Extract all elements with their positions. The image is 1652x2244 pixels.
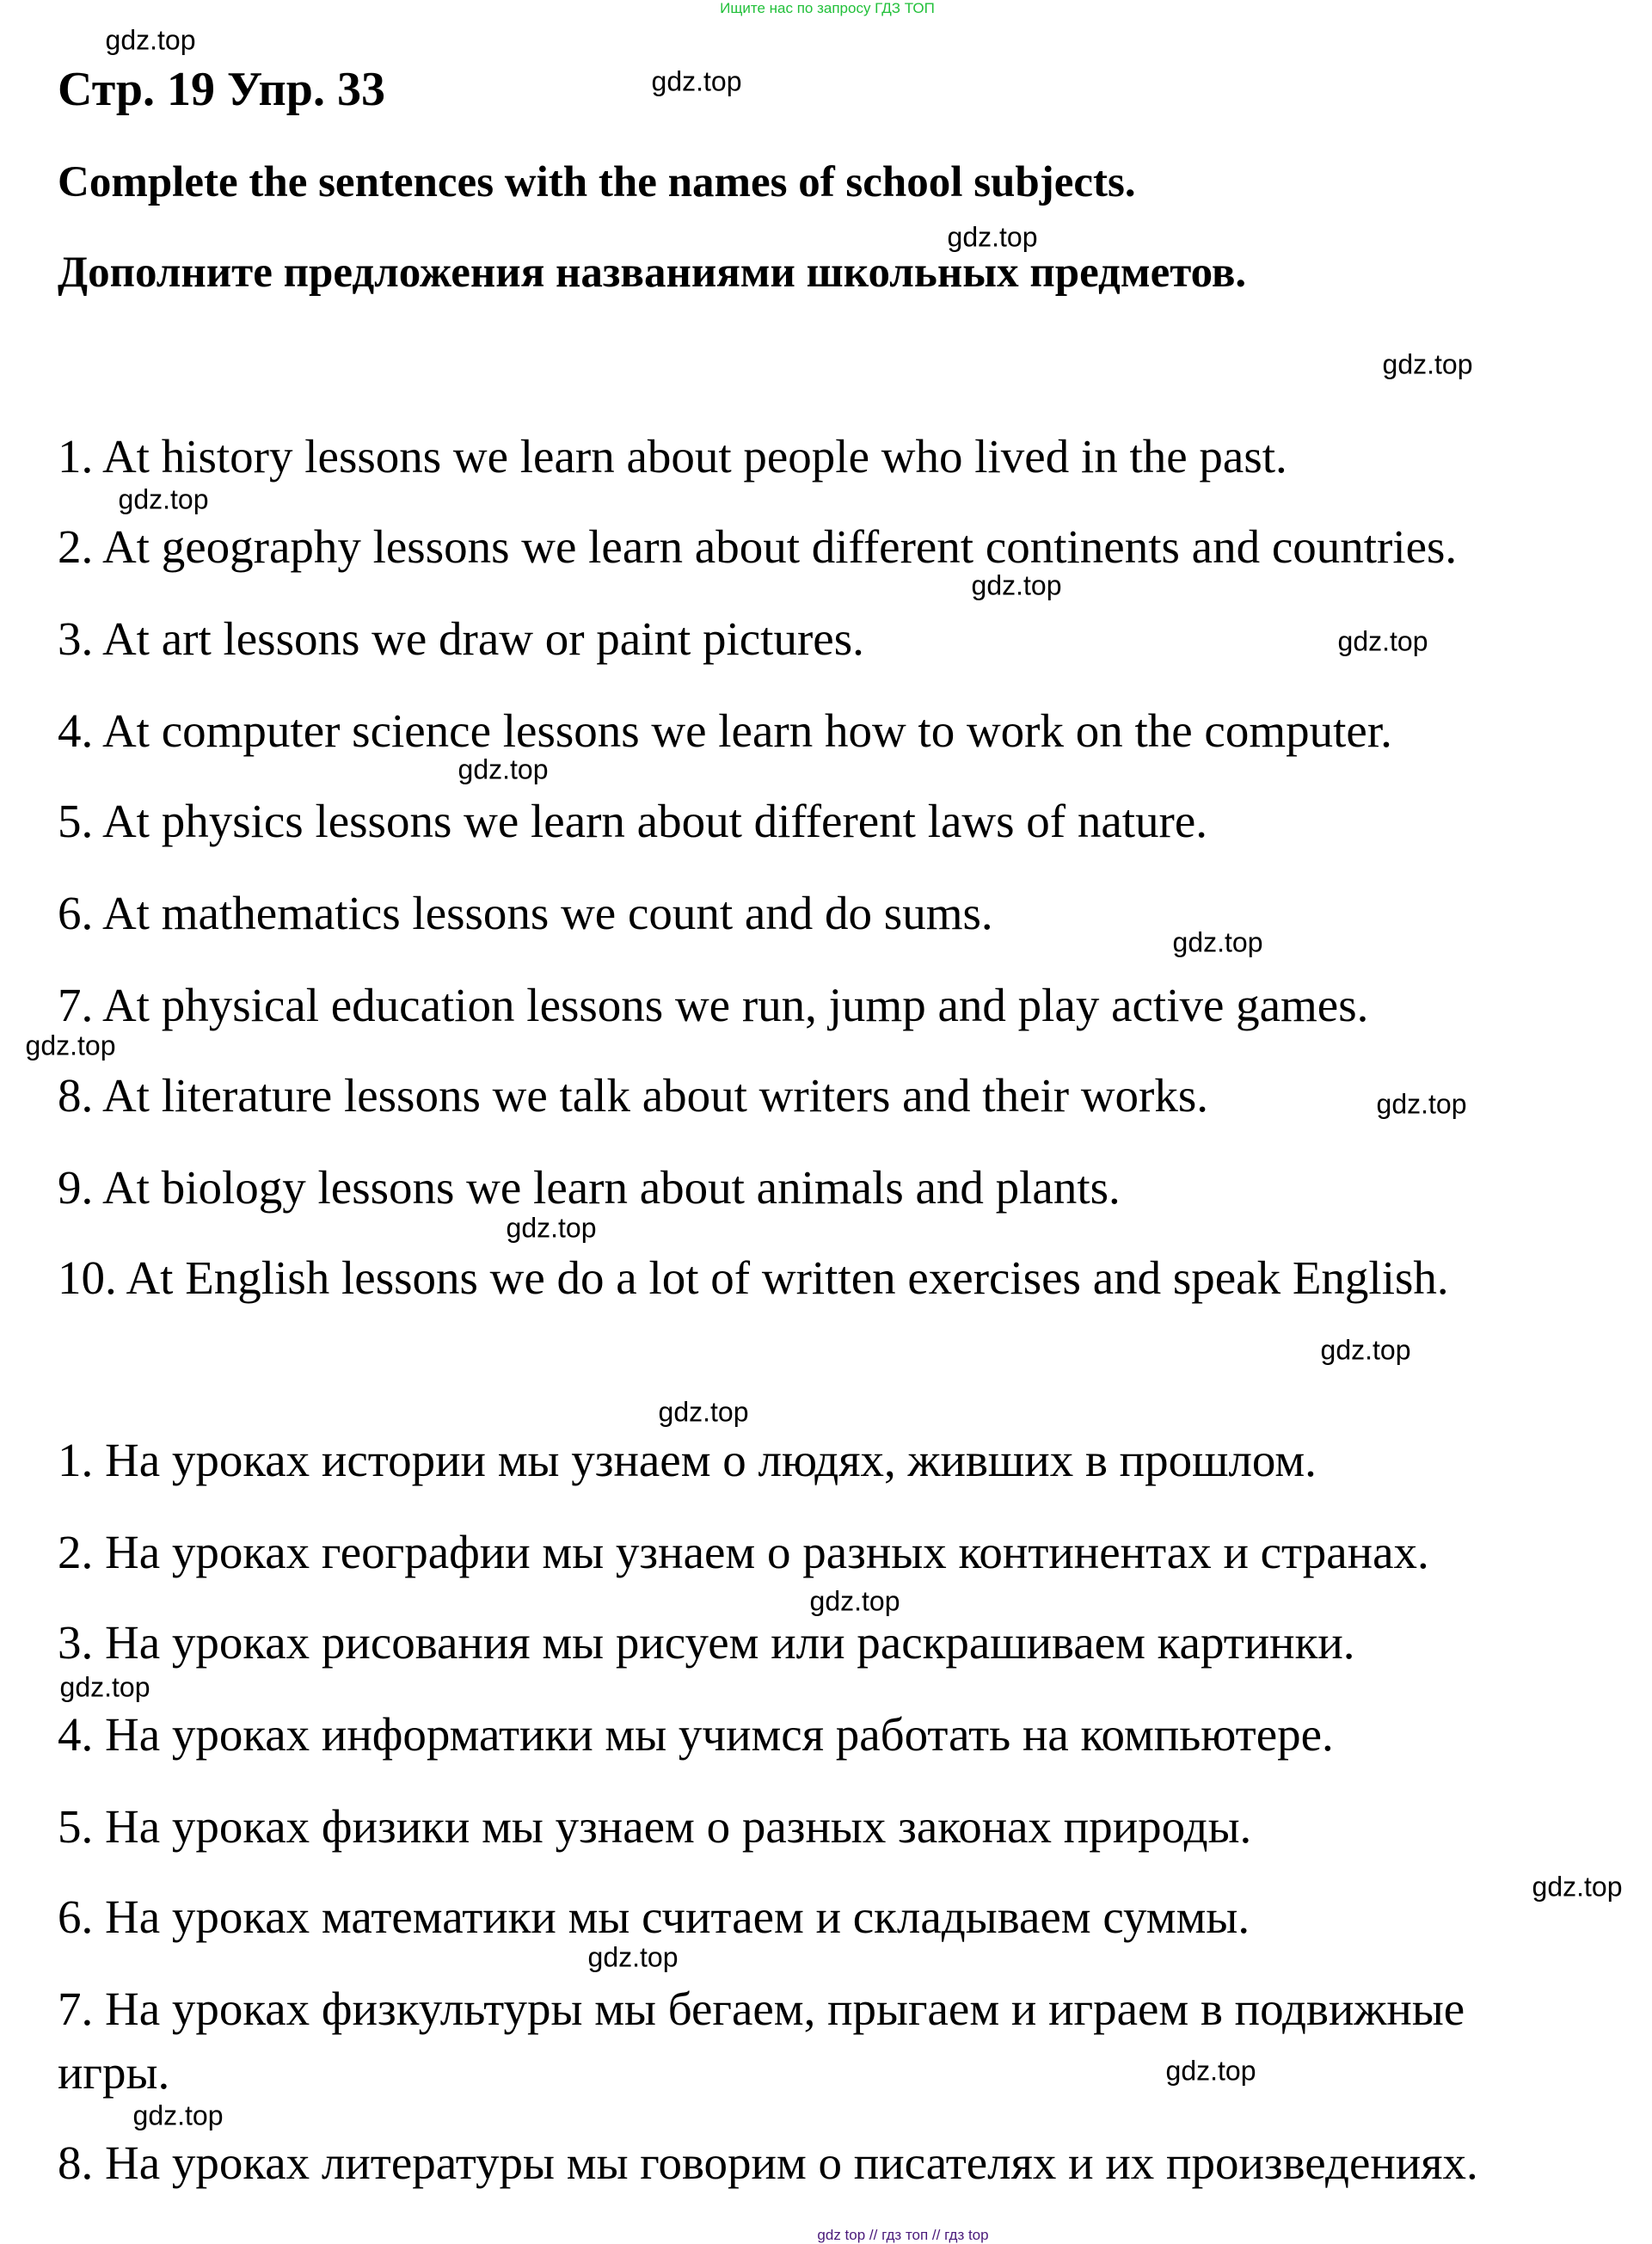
answer-en: 10. At English lessons we do a lot of written exercises and speak English.	[58, 1251, 1449, 1304]
answer-ru: 1. На уроках истории мы узнаем о людях, живших в прошлом.	[58, 1433, 1317, 1486]
task-russian: Дополните предложения названиями школьных предметов.	[58, 248, 1247, 297]
answer-en: 2. At geography lessons we learn about different continents and countries.	[58, 520, 1458, 573]
watermark: gdz.top	[1376, 1088, 1467, 1120]
watermark: gdz.top	[1532, 1871, 1623, 1903]
watermark: gdz.top	[971, 569, 1062, 601]
watermark: gdz.top	[105, 24, 196, 56]
watermark: gdz.top	[1337, 625, 1428, 657]
watermark: gdz.top	[651, 65, 742, 97]
answer-ru: 5. На уроках физики мы узнаем о разных законах природы.	[58, 1799, 1252, 1853]
watermark: gdz.top	[1320, 1334, 1411, 1366]
watermark: gdz.top	[458, 753, 549, 785]
answer-ru: 2. На уроках географии мы узнаем о разных континентах и странах.	[58, 1525, 1429, 1578]
answer-ru: 6. На уроках математики мы считаем и складываем суммы.	[58, 1890, 1250, 1943]
watermark: gdz.top	[587, 1941, 679, 1973]
footer-links: gdz top // гдз топ // гдз top	[817, 2227, 989, 2243]
answer-ru: 7. На уроках физкультуры мы бегаем, прыгаем и играем в подвижные	[58, 1982, 1465, 2035]
answer-en: 7. At physical education lessons we run, jump and play active games.	[58, 978, 1369, 1031]
watermark: gdz.top	[1165, 2055, 1256, 2087]
answer-ru: 8. На уроках литературы мы говорим о писателях и их произведениях.	[58, 2136, 1478, 2189]
task-english: Complete the sentences with the names of school subjects.	[58, 157, 1136, 206]
answer-en: 6. At mathematics lessons we count and do sums.	[58, 886, 993, 939]
answer-ru: 3. На уроках рисования мы рисуем или раскрашиваем картинки.	[58, 1615, 1355, 1669]
watermark: gdz.top	[118, 483, 209, 515]
watermark: gdz.top	[1382, 348, 1473, 380]
answer-en: 8. At literature lessons we talk about writers and their works.	[58, 1068, 1209, 1122]
watermark: gdz.top	[947, 221, 1038, 253]
watermark: gdz.top	[132, 2100, 224, 2131]
watermark: gdz.top	[809, 1585, 900, 1617]
search-banner: Ищите нас по запросу ГДЗ ТОП	[720, 0, 935, 16]
answer-en: 4. At computer science lessons we learn how to work on the computer.	[58, 704, 1392, 757]
watermark: gdz.top	[59, 1671, 150, 1703]
answer-en: 5. At physics lessons we learn about different laws of nature.	[58, 794, 1207, 847]
watermark: gdz.top	[658, 1396, 749, 1428]
answer-en: 1. At history lessons we learn about people who lived in the past.	[58, 429, 1287, 483]
answer-en: 3. At art lessons we draw or paint pictures.	[58, 612, 864, 665]
watermark: gdz.top	[25, 1030, 116, 1061]
watermark: gdz.top	[506, 1212, 597, 1244]
page-title: Стр. 19 Упр. 33	[58, 63, 385, 117]
answer-ru: 4. На уроках информатики мы учимся работать на компьютере.	[58, 1707, 1334, 1761]
watermark: gdz.top	[1172, 926, 1263, 958]
answer-en: 9. At biology lessons we learn about animals and plants.	[58, 1160, 1121, 1214]
answer-ru: игры.	[58, 2045, 170, 2099]
